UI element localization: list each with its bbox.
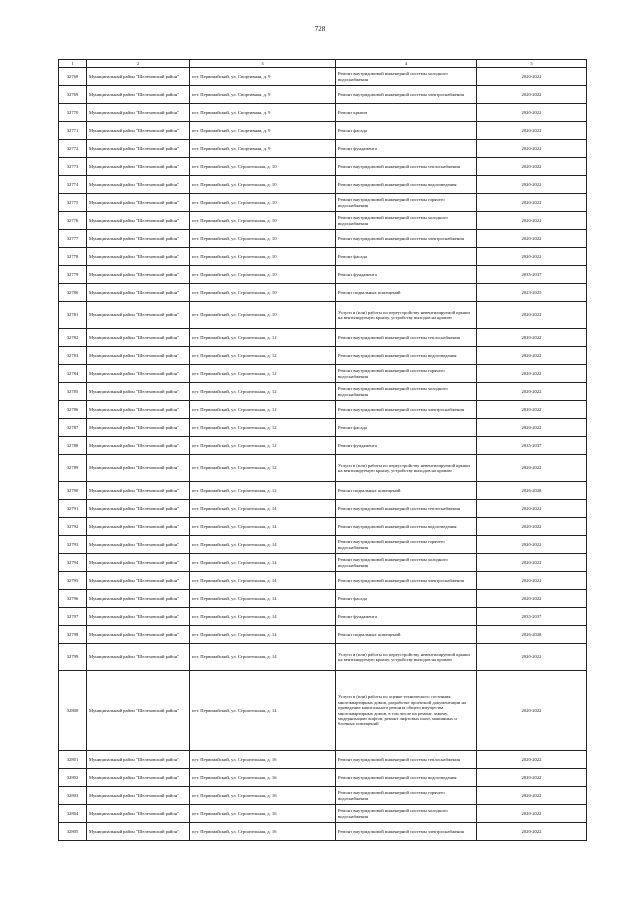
row-number: 32789 [59, 455, 87, 482]
years-cell: 2026-2028 [477, 626, 587, 644]
work-type-cell: Ремонт фундамента [336, 140, 477, 158]
table-row [59, 140, 587, 158]
work-type-cell: Ремонт подвальных помещений [336, 482, 477, 500]
row-number: 32794 [59, 554, 87, 572]
years-cell: 2020-2022 [477, 671, 587, 751]
header-col-1: 1 [59, 60, 87, 68]
header-col-4: 4 [336, 60, 477, 68]
district-cell: Муниципальный район "Шелеховский район" [87, 419, 190, 437]
years-cell: 2020-2022 [477, 590, 587, 608]
row-number: 32801 [59, 751, 87, 769]
work-type-cell: Ремонт внутридомовой инженерной системы водоотведения [336, 176, 477, 194]
work-type-cell: Ремонт фасада [336, 419, 477, 437]
address-cell: пгт. Первомайский, ул. Строительная, д. 16 [190, 751, 336, 769]
work-type-cell: Ремонт фасада [336, 248, 477, 266]
work-type-cell: Ремонт фундамента [336, 266, 477, 284]
row-number: 32786 [59, 401, 87, 419]
years-cell: 2020-2022 [477, 365, 587, 383]
district-cell: Муниципальный район "Шелеховский район" [87, 482, 190, 500]
district-cell: Муниципальный район "Шелеховский район" [87, 230, 190, 248]
district-cell: Муниципальный район "Шелеховский район" [87, 671, 190, 751]
table-row [59, 86, 587, 104]
address-cell: пгт. Первомайский, ул. Строительная, д. 16 [190, 805, 336, 823]
work-type-cell: Ремонт внутридомовой инженерной системы электроснабжения [336, 230, 477, 248]
address-cell: пгт. Первомайский, ул. Строительная, д. 12 [190, 437, 336, 455]
row-number: 32783 [59, 347, 87, 365]
address-cell: пгт. Первомайский, ул. Строительная, д. 16 [190, 823, 336, 841]
years-cell: 2020-2022 [477, 751, 587, 769]
row-number: 32787 [59, 419, 87, 437]
work-type-cell: Ремонт внутридомовой инженерной системы водоотведения [336, 769, 477, 787]
row-number: 32802 [59, 769, 87, 787]
years-cell: 2020-2022 [477, 347, 587, 365]
work-type-cell: Ремонт внутридомовой инженерной системы горячего водоснабжения [336, 194, 477, 212]
table-row [59, 823, 587, 841]
row-number: 32795 [59, 572, 87, 590]
years-cell: 2020-2022 [477, 518, 587, 536]
district-cell: Муниципальный район "Шелеховский район" [87, 329, 190, 347]
address-cell: пгт. Первомайский, ул. Строительная, д. 12 [190, 419, 336, 437]
district-cell: Муниципальный район "Шелеховский район" [87, 176, 190, 194]
years-cell: 2020-2022 [477, 769, 587, 787]
table-row [59, 536, 587, 554]
row-number: 32793 [59, 536, 87, 554]
work-type-cell: Услуги и (или) работы по переустройству невентилируемой крыши на вентилируемую крышу, устройству выходов на кровлю [336, 302, 477, 329]
address-cell: пгт. Первомайский, ул. Строительная, д. 12 [190, 383, 336, 401]
row-number: 32790 [59, 482, 87, 500]
work-type-cell: Ремонт фундамента [336, 437, 477, 455]
district-cell: Муниципальный район "Шелеховский район" [87, 787, 190, 805]
table-row [59, 104, 587, 122]
work-type-cell: Ремонт внутридомовой инженерной системы горячего водоснабжения [336, 787, 477, 805]
district-cell: Муниципальный район "Шелеховский район" [87, 104, 190, 122]
table-row [59, 455, 587, 482]
district-cell: Муниципальный район "Шелеховский район" [87, 518, 190, 536]
row-number: 32778 [59, 248, 87, 266]
years-cell: 2020-2022 [477, 140, 587, 158]
years-cell: 2020-2022 [477, 194, 587, 212]
district-cell: Муниципальный район "Шелеховский район" [87, 769, 190, 787]
address-cell: пгт. Первомайский, ул. Строительная, д. 14 [190, 608, 336, 626]
district-cell: Муниципальный район "Шелеховский район" [87, 572, 190, 590]
years-cell: 2020-2022 [477, 787, 587, 805]
row-number: 32792 [59, 518, 87, 536]
district-cell: Муниципальный район "Шелеховский район" [87, 500, 190, 518]
years-cell: 2020-2022 [477, 122, 587, 140]
row-number: 32803 [59, 787, 87, 805]
row-number: 32785 [59, 383, 87, 401]
district-cell: Муниципальный район "Шелеховский район" [87, 554, 190, 572]
row-number: 32773 [59, 158, 87, 176]
address-cell: пгт. Первомайский, ул. Спортивная, д. 9 [190, 68, 336, 86]
address-cell: пгт. Первомайский, ул. Строительная, д. 12 [190, 329, 336, 347]
district-cell: Муниципальный район "Шелеховский район" [87, 212, 190, 230]
page-number: 728 [314, 25, 326, 33]
work-type-cell: Ремонт внутридомовой инженерной системы теплоснабжения [336, 329, 477, 347]
years-cell: 2023-2025 [477, 284, 587, 302]
years-cell: 2035-2037 [477, 266, 587, 284]
years-cell: 2026-2028 [477, 482, 587, 500]
table-row [59, 518, 587, 536]
district-cell: Муниципальный район "Шелеховский район" [87, 158, 190, 176]
years-cell: 2020-2022 [477, 230, 587, 248]
district-cell: Муниципальный район "Шелеховский район" [87, 365, 190, 383]
district-cell: Муниципальный район "Шелеховский район" [87, 626, 190, 644]
district-cell: Муниципальный район "Шелеховский район" [87, 401, 190, 419]
row-number: 32788 [59, 437, 87, 455]
row-number: 32769 [59, 86, 87, 104]
work-type-cell: Ремонт внутридомовой инженерной системы теплоснабжения [336, 751, 477, 769]
row-number: 32776 [59, 212, 87, 230]
row-number: 32804 [59, 805, 87, 823]
row-number: 32775 [59, 194, 87, 212]
district-cell: Муниципальный район "Шелеховский район" [87, 302, 190, 329]
years-cell: 2020-2022 [477, 212, 587, 230]
address-cell: пгт. Первомайский, ул. Строительная, д. 14 [190, 644, 336, 671]
table-row [59, 787, 587, 805]
address-cell: пгт. Первомайский, ул. Строительная, д. 10 [190, 230, 336, 248]
years-cell: 2020-2022 [477, 455, 587, 482]
address-cell: пгт. Первомайский, ул. Строительная, д. 16 [190, 787, 336, 805]
table-row [59, 158, 587, 176]
table-row [59, 769, 587, 787]
work-type-cell: Ремонт внутридомовой инженерной системы электроснабжения [336, 401, 477, 419]
table-row [59, 644, 587, 671]
row-number: 32780 [59, 284, 87, 302]
table-row [59, 671, 587, 751]
years-cell: 2020-2022 [477, 329, 587, 347]
years-cell: 2020-2022 [477, 68, 587, 86]
header-col-5: 5 [477, 60, 587, 68]
work-type-cell: Ремонт фасада [336, 590, 477, 608]
work-type-cell: Ремонт внутридомовой инженерной системы водоотведения [336, 518, 477, 536]
address-cell: пгт. Первомайский, ул. Строительная, д. 12 [190, 455, 336, 482]
address-cell: пгт. Первомайский, ул. Спортивная, д. 9 [190, 122, 336, 140]
table-row [59, 554, 587, 572]
district-cell: Муниципальный район "Шелеховский район" [87, 536, 190, 554]
district-cell: Муниципальный район "Шелеховский район" [87, 347, 190, 365]
district-cell: Муниципальный район "Шелеховский район" [87, 644, 190, 671]
address-cell: пгт. Первомайский, ул. Строительная, д. 14 [190, 671, 336, 751]
district-cell: Муниципальный район "Шелеховский район" [87, 248, 190, 266]
years-cell: 2020-2022 [477, 86, 587, 104]
table-row [59, 248, 587, 266]
repair-schedule-table [58, 59, 587, 841]
table-row [59, 482, 587, 500]
row-number: 32791 [59, 500, 87, 518]
row-number: 32781 [59, 302, 87, 329]
address-cell: пгт. Первомайский, ул. Спортивная, д. 9 [190, 86, 336, 104]
table-row [59, 751, 587, 769]
work-type-cell: Ремонт подвальных помещений [336, 284, 477, 302]
address-cell: пгт. Первомайский, ул. Строительная, д. 14 [190, 572, 336, 590]
work-type-cell: Ремонт подвальных помещений [336, 626, 477, 644]
address-cell: пгт. Первомайский, ул. Строительная, д. 10 [190, 302, 336, 329]
table-body [59, 68, 587, 841]
row-number: 32768 [59, 68, 87, 86]
work-type-cell: Ремонт внутридомовой инженерной системы электроснабжения [336, 572, 477, 590]
row-number: 32800 [59, 671, 87, 751]
table-row [59, 805, 587, 823]
years-cell: 2020-2022 [477, 383, 587, 401]
district-cell: Муниципальный район "Шелеховский район" [87, 68, 190, 86]
table-row [59, 401, 587, 419]
district-cell: Муниципальный район "Шелеховский район" [87, 383, 190, 401]
district-cell: Муниципальный район "Шелеховский район" [87, 122, 190, 140]
work-type-cell: Ремонт внутридомовой инженерной системы холодного водоснабжения [336, 805, 477, 823]
row-number: 32805 [59, 823, 87, 841]
years-cell: 2020-2022 [477, 572, 587, 590]
table-row [59, 419, 587, 437]
years-cell: 2020-2022 [477, 500, 587, 518]
row-number: 32797 [59, 608, 87, 626]
table-row [59, 230, 587, 248]
table-row [59, 365, 587, 383]
address-cell: пгт. Первомайский, ул. Строительная, д. 14 [190, 500, 336, 518]
address-cell: пгт. Первомайский, ул. Строительная, д. 10 [190, 212, 336, 230]
address-cell: пгт. Первомайский, ул. Строительная, д. 10 [190, 194, 336, 212]
row-number: 32782 [59, 329, 87, 347]
table-row [59, 500, 587, 518]
table-row [59, 68, 587, 86]
years-cell: 2020-2022 [477, 805, 587, 823]
row-number: 32770 [59, 104, 87, 122]
table-row [59, 626, 587, 644]
years-cell: 2020-2022 [477, 176, 587, 194]
address-cell: пгт. Первомайский, ул. Строительная, д. 14 [190, 626, 336, 644]
table-row [59, 590, 587, 608]
address-cell: пгт. Первомайский, ул. Строительная, д. 10 [190, 176, 336, 194]
work-type-cell: Ремонт внутридомовой инженерной системы теплоснабжения [336, 500, 477, 518]
address-cell: пгт. Первомайский, ул. Строительная, д. 10 [190, 266, 336, 284]
work-type-cell: Ремонт фундамента [336, 608, 477, 626]
district-cell: Муниципальный район "Шелеховский район" [87, 266, 190, 284]
row-number: 32771 [59, 122, 87, 140]
address-cell: пгт. Первомайский, ул. Строительная, д. 14 [190, 536, 336, 554]
work-type-cell: Ремонт внутридомовой инженерной системы электроснабжения [336, 86, 477, 104]
row-number: 32799 [59, 644, 87, 671]
district-cell: Муниципальный район "Шелеховский район" [87, 86, 190, 104]
table-header-row [59, 60, 587, 68]
work-type-cell: Ремонт внутридомовой инженерной системы холодного водоснабжения [336, 554, 477, 572]
work-type-cell: Ремонт внутридомовой инженерной системы холодного водоснабжения [336, 383, 477, 401]
district-cell: Муниципальный район "Шелеховский район" [87, 823, 190, 841]
address-cell: пгт. Первомайский, ул. Спортивная, д. 9 [190, 140, 336, 158]
years-cell: 2020-2022 [477, 554, 587, 572]
row-number: 32779 [59, 266, 87, 284]
table-row [59, 302, 587, 329]
work-type-cell: Ремонт фасада [336, 122, 477, 140]
work-type-cell: Услуги и (или) работы по переустройству невентилируемой крыши на вентилируемую крышу, устройству выходов на кровлю [336, 644, 477, 671]
row-number: 32774 [59, 176, 87, 194]
years-cell: 2020-2022 [477, 536, 587, 554]
header-col-2: 2 [87, 60, 190, 68]
work-type-cell: Услуги и (или) работы по оценке технического состояния многоквартирных домов, разработке проектной документации на проведение капитального ремонта общего имущества многоквартирных домов, в том числе на ремонт, замену, модернизацию лифтов, ремонт лифтовых шахт, машинных и блочных помещений [336, 671, 477, 751]
work-type-cell: Ремонт крыши [336, 104, 477, 122]
table-row [59, 266, 587, 284]
address-cell: пгт. Первомайский, ул. Строительная, д. 14 [190, 518, 336, 536]
years-cell: 2035-2037 [477, 608, 587, 626]
years-cell: 2020-2022 [477, 419, 587, 437]
table-row [59, 176, 587, 194]
years-cell: 2020-2022 [477, 248, 587, 266]
table-row [59, 212, 587, 230]
years-cell: 2020-2022 [477, 158, 587, 176]
work-type-cell: Ремонт внутридомовой инженерной системы горячего водоснабжения [336, 365, 477, 383]
district-cell: Муниципальный район "Шелеховский район" [87, 455, 190, 482]
table-row [59, 329, 587, 347]
address-cell: пгт. Первомайский, ул. Строительная, д. 12 [190, 401, 336, 419]
district-cell: Муниципальный район "Шелеховский район" [87, 590, 190, 608]
address-cell: пгт. Первомайский, ул. Строительная, д. 12 [190, 365, 336, 383]
years-cell: 2020-2022 [477, 302, 587, 329]
table-row [59, 284, 587, 302]
work-type-cell: Услуги и (или) работы по переустройству невентилируемой крыши на вентилируемую крышу, устройству выходов на кровлю [336, 455, 477, 482]
row-number: 32798 [59, 626, 87, 644]
district-cell: Муниципальный район "Шелеховский район" [87, 805, 190, 823]
table-row [59, 437, 587, 455]
table-row [59, 383, 587, 401]
table-row [59, 347, 587, 365]
years-cell: 2020-2022 [477, 823, 587, 841]
table-row [59, 194, 587, 212]
address-cell: пгт. Первомайский, ул. Строительная, д. 12 [190, 347, 336, 365]
row-number: 32796 [59, 590, 87, 608]
work-type-cell: Ремонт внутридомовой инженерной системы теплоснабжения [336, 158, 477, 176]
address-cell: пгт. Первомайский, ул. Строительная, д. 14 [190, 554, 336, 572]
years-cell: 2035-2037 [477, 437, 587, 455]
work-type-cell: Ремонт внутридомовой инженерной системы горячего водоснабжения [336, 536, 477, 554]
work-type-cell: Ремонт внутридомовой инженерной системы холодного водоснабжения [336, 68, 477, 86]
work-type-cell: Ремонт внутридомовой инженерной системы водоотведения [336, 347, 477, 365]
address-cell: пгт. Первомайский, ул. Строительная, д. 12 [190, 482, 336, 500]
header-col-3: 3 [190, 60, 336, 68]
address-cell: пгт. Первомайский, ул. Строительная, д. 10 [190, 248, 336, 266]
work-type-cell: Ремонт внутридомовой инженерной системы холодного водоснабжения [336, 212, 477, 230]
table-row [59, 122, 587, 140]
years-cell: 2020-2022 [477, 644, 587, 671]
years-cell: 2020-2022 [477, 401, 587, 419]
row-number: 32784 [59, 365, 87, 383]
district-cell: Муниципальный район "Шелеховский район" [87, 140, 190, 158]
address-cell: пгт. Первомайский, ул. Спортивная, д. 9 [190, 104, 336, 122]
district-cell: Муниципальный район "Шелеховский район" [87, 751, 190, 769]
district-cell: Муниципальный район "Шелеховский район" [87, 284, 190, 302]
table-row [59, 608, 587, 626]
address-cell: пгт. Первомайский, ул. Строительная, д. 10 [190, 284, 336, 302]
row-number: 32777 [59, 230, 87, 248]
district-cell: Муниципальный район "Шелеховский район" [87, 437, 190, 455]
address-cell: пгт. Первомайский, ул. Строительная, д. 16 [190, 769, 336, 787]
address-cell: пгт. Первомайский, ул. Строительная, д. 10 [190, 158, 336, 176]
district-cell: Муниципальный район "Шелеховский район" [87, 194, 190, 212]
row-number: 32772 [59, 140, 87, 158]
district-cell: Муниципальный район "Шелеховский район" [87, 608, 190, 626]
address-cell: пгт. Первомайский, ул. Строительная, д. 14 [190, 590, 336, 608]
table-row [59, 572, 587, 590]
work-type-cell: Ремонт внутридомовой инженерной системы электроснабжения [336, 823, 477, 841]
years-cell: 2020-2022 [477, 104, 587, 122]
